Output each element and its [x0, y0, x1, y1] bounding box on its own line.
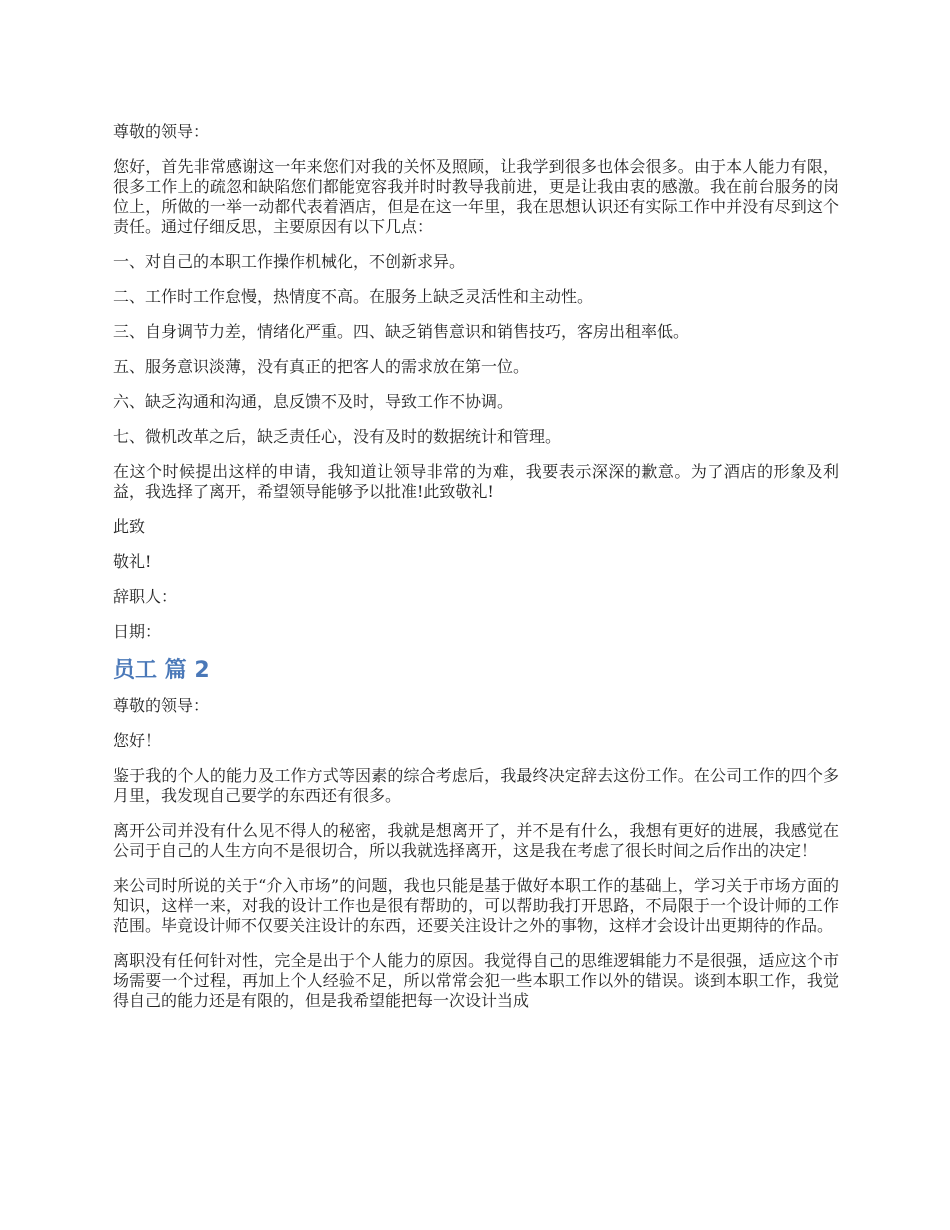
list-item: 二、工作时工作怠慢，热情度不高。在服务上缺乏灵活性和主动性。 [113, 287, 594, 306]
closing-line: 此致 [113, 517, 146, 536]
paragraph: 来公司时所说的关于“介入市场”的问题，我也只能是基于做好本职工作的基础上，学习关于市场方面的知识，这样一来，对我的设计工作也是很有帮助的，可以帮助我打开思路，不局限于一个设计师的工作范围。毕竟设计师不仅要关注设计的东西，还要关注设计之外的事物，这样才会设计出更期待的作品。 [113, 876, 839, 935]
section-heading: 员工 篇 2 [113, 658, 210, 683]
closing-line: 敬礼! [113, 552, 152, 571]
greeting: 您好！ [113, 731, 162, 750]
list-item: 三、自身调节力差，情绪化严重。四、缺乏销售意识和销售技巧，客房出租率低。 [113, 322, 690, 341]
paragraph: 离职没有任何针对性，完全是出于个人能力的原因。我觉得自己的思维逻辑能力不是很强，适应这个市场需要一个过程，再加上个人经验不足，所以常常会犯一些本职工作以外的错误。谈到本职工作，我觉得自己的能力还是有限的，但是我希望能把每一次设计当成 [113, 951, 839, 1010]
paragraph: 在这个时候提出这样的申请，我知道让领导非常的为难，我要表示深深的歉意。为了酒店的形象及利益，我选择了离开，希望领导能够予以批准!此致敬礼! [113, 462, 839, 501]
salutation: 尊敬的领导： [113, 696, 210, 715]
document-page [113, 122, 839, 1026]
paragraph: 鉴于我的个人的能力及工作方式等因素的综合考虑后，我最终决定辞去这份工作。在公司工作的四个多月里，我发现自己要学的东西还有很多。 [113, 766, 839, 805]
paragraph: 离开公司并没有什么见不得人的秘密，我就是想离开了，并不是有什么，我想有更好的进展，我感觉在公司于自己的人生方向不是很切合，所以我就选择离开，这是我在考虑了很长时间之后作出的决定！ [113, 821, 839, 860]
salutation: 尊敬的领导： [113, 122, 210, 141]
list-item: 六、缺乏沟通和沟通，息反馈不及时，导致工作不协调。 [113, 392, 514, 411]
paragraph: 您好，首先非常感谢这一年来您们对我的关怀及照顾，让我学到很多也体会很多。由于本人能力有限，很多工作上的疏忽和缺陷您们都能宽容我并时时教导我前进，更是让我由衷的感激。我在前台服务的岗位上，所做的一举一动都代表着酒店，但是在这一年里，我在思想认识还有实际工作中并没有尽到这个责任。通过仔细反思，主要原因有以下几点： [113, 157, 839, 236]
date-line: 日期： [113, 622, 162, 641]
list-item: 七、微机改革之后，缺乏责任心，没有及时的数据统计和管理。 [113, 427, 562, 446]
list-item: 五、服务意识淡薄，没有真正的把客人的需求放在第一位。 [113, 357, 530, 376]
signature-line: 辞职人： [113, 587, 178, 606]
list-item: 一、对自己的本职工作操作机械化，不创新求异。 [113, 252, 466, 271]
